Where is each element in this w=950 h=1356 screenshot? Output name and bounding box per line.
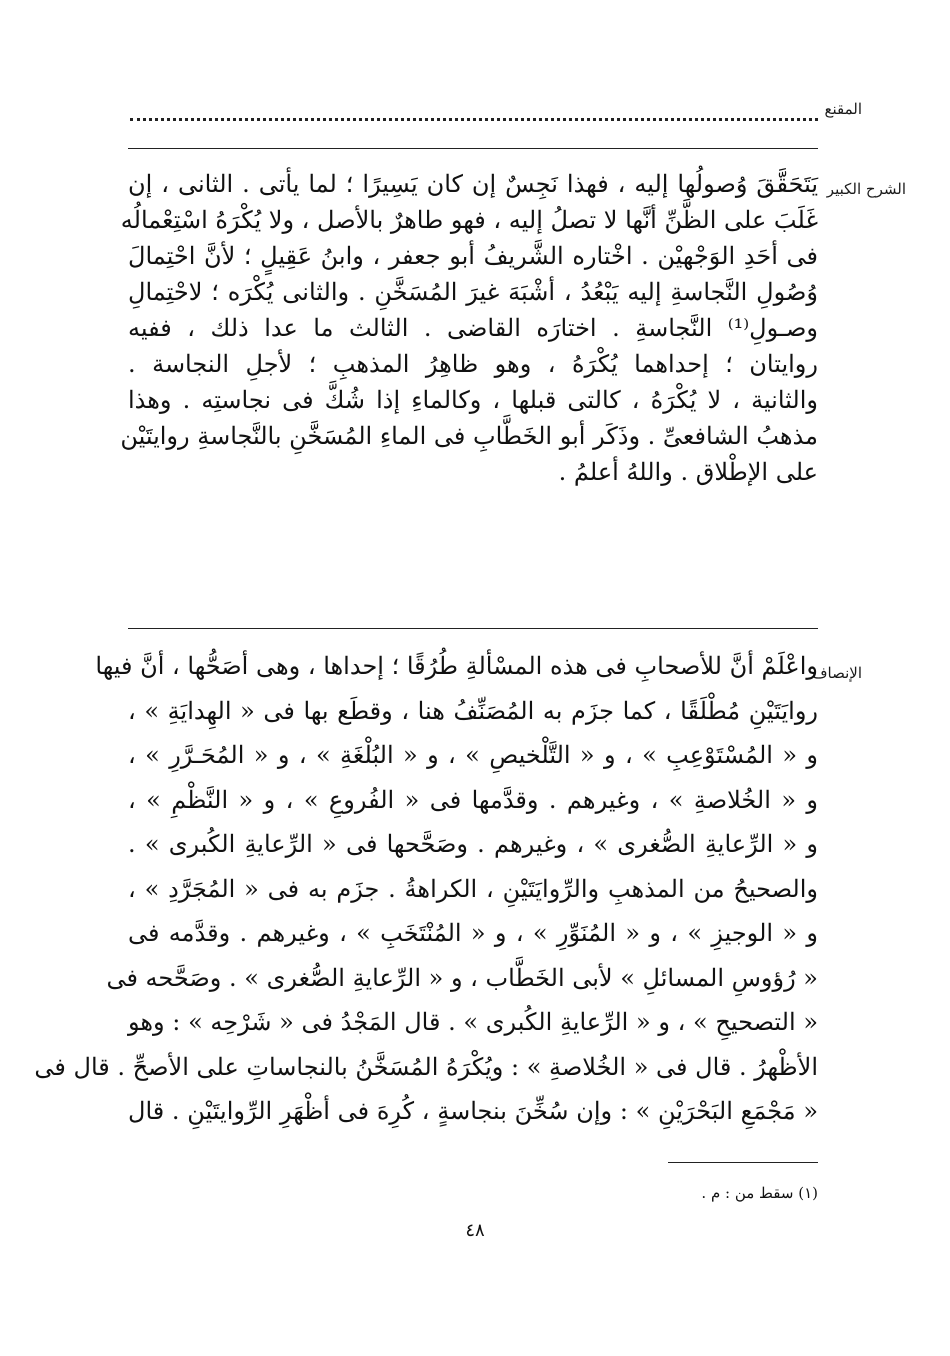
top-rule xyxy=(128,148,818,149)
footnote-rule xyxy=(668,1162,818,1163)
footnote: (١) سقط من : م . xyxy=(701,1184,818,1202)
header-label: المقنع xyxy=(824,100,862,118)
section-divider-rule xyxy=(128,628,818,629)
page-number: ٤٨ xyxy=(465,1220,485,1241)
sharh-section-label: الشرح الكبير xyxy=(826,180,906,198)
insaf-section-label: الإنصاف xyxy=(811,664,862,682)
header-dotted-rule xyxy=(130,118,818,121)
document-page: المقنع الشرح الكبير يَتَحَقَّقَ وُصولُها إليه ، فهذا نَجِسٌ إن كان يَسِيرًا ؛ لما يأتى . الثانى ، إن غَلَبَ على الظَّنِّ أنَّها لا تصلُ إليه ، فهو طاهرٌ بالأصل ، ولا يُكْرَهُ اسْتِعْمالُه فى أحَدِ الوَجْهيْن . اخْتاره الشَّريفُ أبو جعفر ، وابنُ عَقِيلٍ ؛ لأنَّ احْتِمالَ وُصُولِ النَّجاسةِ إليه يَبْعُدُ ، أشْبَهَ غيرَ المُسَخَّنِ . والثانى يُكْرَه ؛ لاحْتِمالِ وصـولِ⁽¹⁾ النَّجاسةِ . اختارَه القاضى . الثالث ما عدا ذلك ، ففيه روايتان ؛ إحداهما يُكْرَهُ ، وهو ظاهِرُ المذهبِ ؛ لأجلِ النجاسة . والثانية ، لا يُكْرَهُ ، كالتى قبلها ، وكالماءِ إذا شُكَّ فى نجاستِه . وهذا مذهبُ الشافعىِّ . وذَكَر أبو الخَطَّابِ فى الماءِ المُسَخَّنِ بالنَّجاسةِ روايتَيْن على الإطْلاق . واللهُ أعلمُ . الإنصاف واعْلَمْ أنَّ للأصحابِ فى هذه المسْألةِ طُرُقًا ؛ إحداها ، وهى أصَحُّها ، أنَّ فيها روايَتَيْنِ مُطْلَقًا ، كما جزَم به المُصَنِّفُ هنا ، وقطَع بها فى « الهِدايَةِ » ، و « المُسْتَوْعِبِ » ، و « التَّلْخيصِ » ، و « البُلْغَةِ » ، و « المُحَـرَّرِ » ، و « الخُلاصةِ » ، وغيرهم . وقدَّمها فى « الفُروعِ » ، و « النَّظْمِ » ، و « الرِّعايةِ الصُّغرى » ، وغيرهم . وصَحَّحها فى « الرِّعايةِ الكُبرى » . والصحيحُ من المذهبِ والرِّوايَتَيْنِ ، الكراهةُ . جزَم به فى « المُجَرَّدِ » ، و « الوجيزِ » ، و « المُنَوِّرِ » ، و « المُنْتَخَبِ » ، وغيرهم . وقدَّمه فى « رُؤوسِ المسائلِ » لأبى الخَطَّاب ، و « الرِّعايةِ الصُّغرى » . وصَحَّحه فى « التصحيحِ » ، و « الرِّعايةِ الكُبرى » . قال المَجْدُ فى « شَرْحِه » : وهو الأظْهرُ . قال فى « الخُلاصةِ » : ويُكْرَهُ المُسَخَّنُ بالنجاساتِ على الأصحِّ . قال فى « مَجْمَعِ البَحْرَيْنِ » : وإن سُخِّنَ بنجاسةٍ ، كُرِهَ فى أظْهَرِ الرِّوايتَيْنِ . قال (١) سقط من : م . ٤٨ xyxy=(34,100,906,1241)
